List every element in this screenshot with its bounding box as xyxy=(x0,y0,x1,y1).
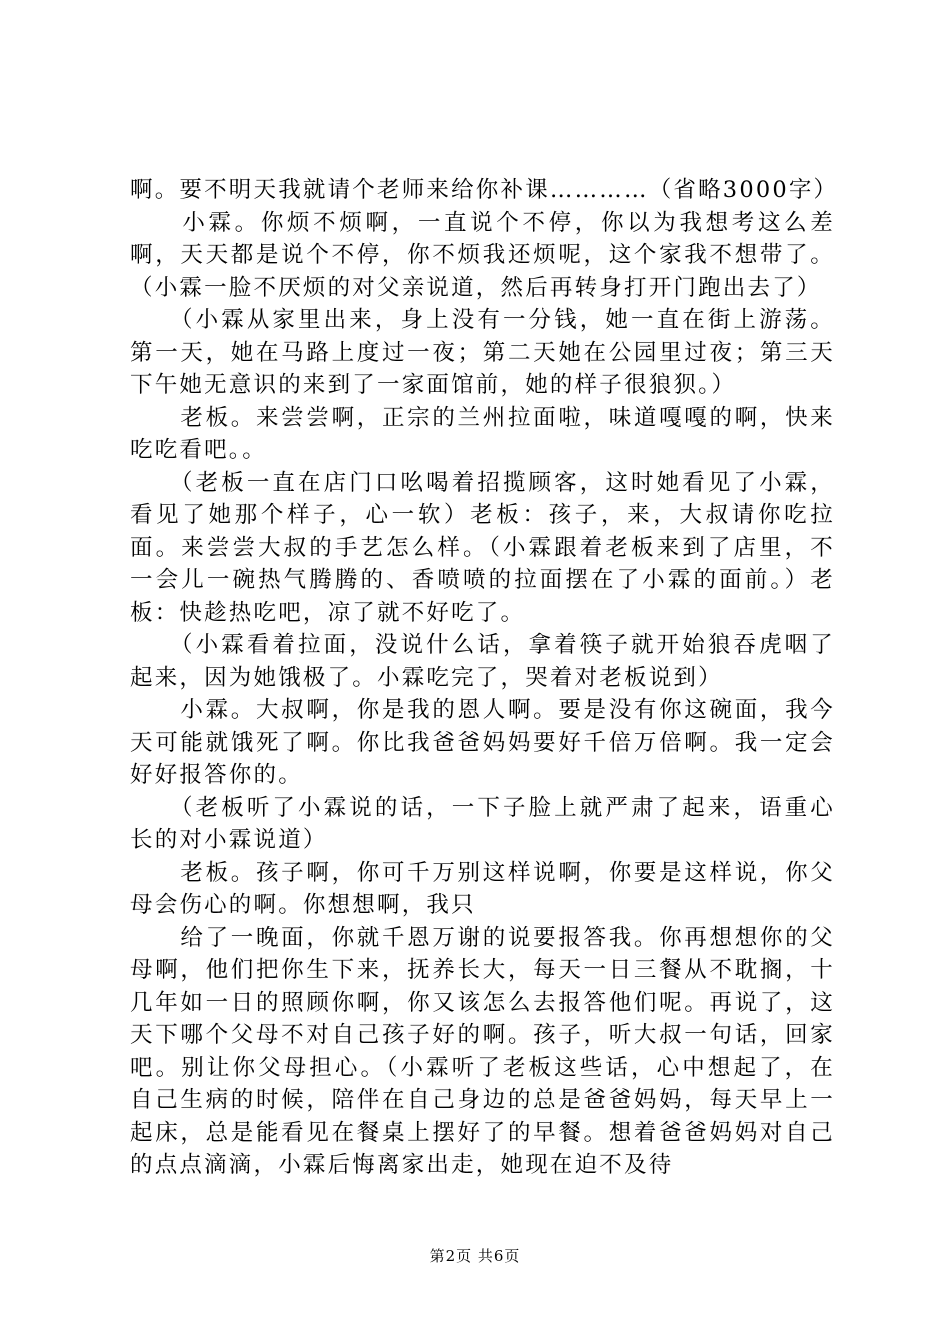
document-body xyxy=(130,174,839,1182)
paragraph-2: 小霖。你烦不烦啊，一直说个不停，你以为我想考这么差啊，天天都是说个不停，你不烦我还烦呢，这个家我不想带了。（小霖一脸不厌烦的对父亲说道，然后再转身打开门跑出去了） xyxy=(130,209,835,301)
paragraph-8: （老板听了小霖说的话，一下子脸上就严肃了起来，语重心长的对小霖说道） xyxy=(130,794,835,853)
paragraph-6: （小霖看着拉面，没说什么话，拿着筷子就开始狼吞虎咽了起来，因为她饿极了。小霖吃完了，哭着对老板说到） xyxy=(130,632,835,691)
paragraph-9: 老板。孩子啊，你可千万别这样说啊，你要是这样说，你父母会伤心的啊。你想想啊，我只 xyxy=(130,859,835,918)
paragraph-5: （老板一直在店门口吆喝着招揽顾客，这时她看见了小霖，看见了她那个样子，心一软）老板：孩子，来，大叔请你吃拉面。来尝尝大叔的手艺怎么样。（小霖跟着老板来到了店里，不一会儿一碗热气腾腾的、香喷喷的拉面摆在了小霖的面前。）老板：快趁热吃吧，凉了就不好吃了。 xyxy=(130,469,835,626)
page-number-footer: 第2页 共6页 xyxy=(429,1247,521,1265)
paragraph-1: 啊。要不明天我就请个老师来给你补课…………（省略3000字） xyxy=(130,177,839,203)
paragraph-4: 老板。来尝尝啊，正宗的兰州拉面啦，味道嘎嘎的啊，快来吃吃看吧。。 xyxy=(130,404,835,463)
paragraph-10: 给了一晚面，你就千恩万谢的说要报答我。你再想想你的父母啊，他们把你生下来，抚养长大，每天一日三餐从不耽搁，十几年如一日的照顾你啊，你又该怎么去报答他们呢。再说了，这天下哪个父母不对自己孩子好的啊。孩子，听大叔一句话，回家吧。别让你父母担心。（小霖听了老板这些话，心中想起了，在自己生病的时候，陪伴在自己身边的总是爸爸妈妈，每天早上一起床，总是能看见在餐桌上摆好了的早餐。想着爸爸妈妈对自己的点点滴滴，小霖后悔离家出走，她现在迫不及待 xyxy=(130,924,835,1178)
paragraph-7: 小霖。大叔啊，你是我的恩人啊。要是没有你这碗面，我今天可能就饿死了啊。你比我爸爸妈妈要好千倍万倍啊。我一定会好好报答你的。 xyxy=(130,697,835,788)
paragraph-3: （小霖从家里出来，身上没有一分钱，她一直在街上游荡。第一天，她在马路上度过一夜；第二天她在公园里过夜；第三天下午她无意识的来到了一家面馆前，她的样子很狼狈。） xyxy=(130,307,835,398)
